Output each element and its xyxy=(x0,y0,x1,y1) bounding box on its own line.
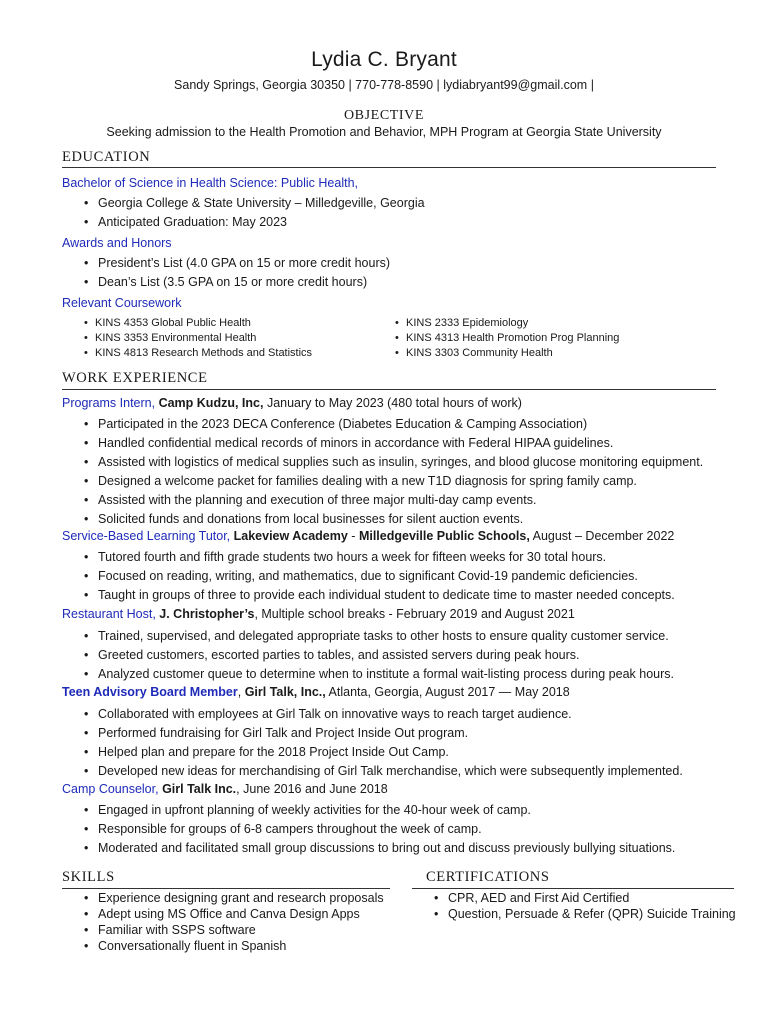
job-separator: - xyxy=(347,529,359,543)
certifications-divider xyxy=(412,888,734,889)
skills-divider xyxy=(62,888,390,889)
job-3-list xyxy=(84,627,674,684)
list-item: • KINS 3353 Environmental Health xyxy=(84,331,312,346)
list-item: • Solicited funds and donations from local businesses for silent auction events. xyxy=(84,510,703,529)
list-item: • Greeted customers, escorted parties to tables, and assisted servers during peak hours. xyxy=(84,646,674,665)
objective-text: Seeking admission to the Health Promotion and Behavior, MPH Program at Georgia State University xyxy=(106,125,662,139)
job-details: , June 2016 and June 2018 xyxy=(236,782,388,796)
list-item: • Dean’s List (3.5 GPA on 15 or more credit hours) xyxy=(84,273,390,292)
job-role: Camp Counselor, xyxy=(62,782,159,796)
list-item: • Helped plan and prepare for the 2018 Project Inside Out Camp. xyxy=(84,743,683,762)
certifications-heading: CERTIFICATIONS xyxy=(426,869,550,885)
list-item: • Familiar with SSPS software xyxy=(84,922,384,938)
list-item: • Georgia College & State University – Milledgeville, Georgia xyxy=(84,194,425,213)
list-item: • KINS 4313 Health Promotion Prog Planning xyxy=(395,331,619,346)
coursework-title: Relevant Coursework xyxy=(62,296,182,310)
work-heading: WORK EXPERIENCE xyxy=(62,370,208,386)
job-2-list xyxy=(84,548,675,605)
list-item: • Developed new ideas for merchandising of Girl Talk merchandise, which were subsequently implemented. xyxy=(84,762,683,781)
list-item: • Experience designing grant and research proposals xyxy=(84,890,384,906)
list-item: • Taught in groups of three to provide each individual student to dedicate time to master needed concepts. xyxy=(84,586,675,605)
job-details: January to May 2023 (480 total hours of work) xyxy=(266,396,522,410)
list-item: • CPR, AED and First Aid Certified xyxy=(434,890,736,906)
coursework-right-list xyxy=(395,316,619,361)
contact-line: Sandy Springs, Georgia 30350 | 770-778-8590 | lydiabryant99@gmail.com | xyxy=(174,78,594,92)
awards-title: Awards and Honors xyxy=(62,236,172,250)
objective-heading: OBJECTIVE xyxy=(343,108,425,123)
list-item: • Collaborated with employees at Girl Talk on innovative ways to reach target audience. xyxy=(84,705,683,724)
list-item: • Handled confidential medical records of minors in accordance with Federal HIPAA guidelines. xyxy=(84,434,703,453)
education-heading: EDUCATION xyxy=(62,149,151,165)
education-divider xyxy=(62,167,716,168)
job-header-1 xyxy=(62,396,522,410)
list-item: • KINS 4813 Research Methods and Statistics xyxy=(84,346,312,361)
job-details: , Multiple school breaks - February 2019 and August 2021 xyxy=(254,607,575,621)
work-divider xyxy=(62,389,716,390)
job-role: Programs Intern, xyxy=(62,396,156,410)
job-header-5 xyxy=(62,782,388,796)
list-item: • Assisted with the planning and execution of three major multi-day camp events. xyxy=(84,491,703,510)
list-item: • Engaged in upfront planning of weekly activities for the 40-hour week of camp. xyxy=(84,801,675,820)
job-4-list xyxy=(84,705,683,781)
list-item: • KINS 4353 Global Public Health xyxy=(84,316,312,331)
job-org: J. Christopher’s xyxy=(159,607,255,621)
list-item: • President’s List (4.0 GPA on 15 or more credit hours) xyxy=(84,254,390,273)
job-5-list xyxy=(84,801,675,858)
job-org: Girl Talk, Inc., xyxy=(244,685,326,699)
list-item: • Analyzed customer queue to determine when to institute a formal wait-listing process during peak hours. xyxy=(84,665,674,684)
job-org: Girl Talk Inc. xyxy=(162,782,237,796)
job-role: Teen Advisory Board Member xyxy=(62,685,238,699)
job-org: Lakeview Academy xyxy=(233,529,348,543)
job-role: Restaurant Host, xyxy=(62,607,156,621)
list-item: • KINS 3303 Community Health xyxy=(395,346,619,361)
job-header-3 xyxy=(62,607,575,621)
list-item: • Responsible for groups of 6-8 campers throughout the week of camp. xyxy=(84,820,675,839)
list-item: • Tutored fourth and fifth grade students two hours a week for fifteen weeks for 30 total hours. xyxy=(84,548,675,567)
list-item: • Participated in the 2023 DECA Conference (Diabetes Education & Camping Association) xyxy=(84,415,703,434)
certifications-list xyxy=(434,890,736,922)
skills-list xyxy=(84,890,384,954)
job-org: Camp Kudzu, Inc, xyxy=(158,396,264,410)
skills-heading: SKILLS xyxy=(62,869,115,885)
list-item: • Conversationally fluent in Spanish xyxy=(84,938,384,954)
degree-title: Bachelor of Science in Health Science: Public Health, xyxy=(62,176,358,190)
list-item: • Moderated and facilitated small group discussions to bring out and discuss previously bullying situations. xyxy=(84,839,675,858)
resume-name: Lydia C. Bryant xyxy=(311,48,457,71)
job-details: Atlanta, Georgia, August 2017 — May 2018 xyxy=(328,685,570,699)
list-item: • Assisted with logistics of medical supplies such as insulin, syringes, and blood glucose monitoring equipment. xyxy=(84,453,703,472)
awards-list xyxy=(84,254,390,292)
list-item: • Anticipated Graduation: May 2023 xyxy=(84,213,425,232)
job-org-2: Milledgeville Public Schools, xyxy=(358,529,530,543)
list-item: • Performed fundraising for Girl Talk and Project Inside Out program. xyxy=(84,724,683,743)
job-role: Service-Based Learning Tutor, xyxy=(62,529,231,543)
job-details: August – December 2022 xyxy=(532,529,675,543)
list-item: • Designed a welcome packet for families dealing with a new T1D diagnosis for spring family camp. xyxy=(84,472,703,491)
list-item: • Trained, supervised, and delegated appropriate tasks to other hosts to ensure quality customer service. xyxy=(84,627,674,646)
list-item: • KINS 2333 Epidemiology xyxy=(395,316,619,331)
job-header-4: Teen Advisory Board Member, Girl Talk, Inc., Atlanta, Georgia, August 2017 — May 2018 xyxy=(62,685,570,699)
coursework-left-list xyxy=(84,316,312,361)
list-item: • Focused on reading, writing, and mathematics, due to significant Covid-19 pandemic deficiencies. xyxy=(84,567,675,586)
degree-list xyxy=(84,194,425,232)
list-item: • Adept using MS Office and Canva Design Apps xyxy=(84,906,384,922)
job-header-2 xyxy=(62,529,674,543)
job-1-list xyxy=(84,415,703,529)
list-item: • Question, Persuade & Refer (QPR) Suicide Training xyxy=(434,906,736,922)
